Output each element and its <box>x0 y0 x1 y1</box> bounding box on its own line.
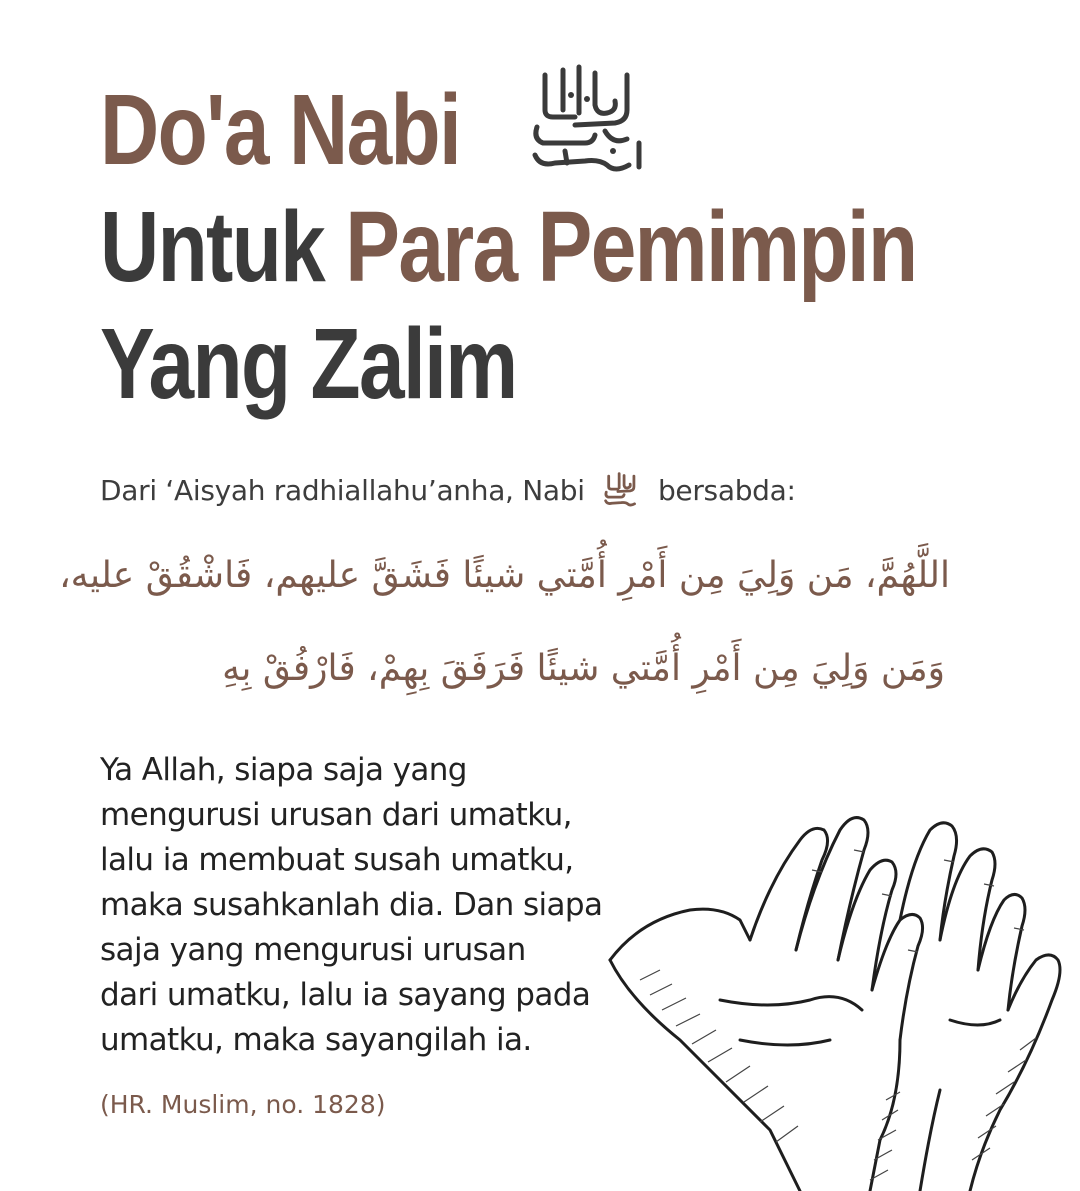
translation-line-1: Ya Allah, siapa saja yang <box>100 752 467 788</box>
translation-line-2: mengurusi urusan dari umatku, <box>100 797 572 833</box>
title-para-pemimpin: Para Pemimpin <box>345 191 917 303</box>
translation-line-4: maka susahkanlah dia. Dan siapa <box>100 887 603 923</box>
arabic-line-1: اللَّهُمَّ، مَن وَلِيَ مِن أَمْرِ أُمَّتي شيئًا فَشَقَّ عليهم، فَاشْقُقْ عليه، <box>59 555 950 596</box>
translation-line-5: saja yang mengurusi urusan <box>100 932 526 968</box>
hadith-intro-after: bersabda: <box>657 474 796 507</box>
title-line-3: Yang Zalim <box>100 308 517 420</box>
hadith-reference: (HR. Muslim, no. 1828) <box>100 1090 386 1119</box>
translation-line-7: umatku, maka sayangilah ia. <box>100 1022 532 1058</box>
hadith-intro-before: Dari ‘Aisyah radhiallahu’anha, Nabi <box>100 474 585 507</box>
salawat-small-icon <box>599 470 643 510</box>
arabic-line-2: وَمَن وَلِيَ مِن أَمْرِ أُمَّتي شيئًا فَرَفَقَ بِهِمْ، فَارْفُقْ بِهِ <box>222 648 945 689</box>
hadith-intro <box>100 470 796 510</box>
title-word-untuk: Untuk <box>100 191 325 303</box>
translation-line-3: lalu ia membuat susah umatku, <box>100 842 574 878</box>
title-line-2 <box>100 191 917 303</box>
praying-hands-icon <box>600 800 1070 1191</box>
title-line-1: Do'a Nabi <box>100 74 461 186</box>
translation-line-6: dari umatku, lalu ia sayang pada <box>100 977 591 1013</box>
salawat-calligraphy-icon <box>515 55 655 185</box>
